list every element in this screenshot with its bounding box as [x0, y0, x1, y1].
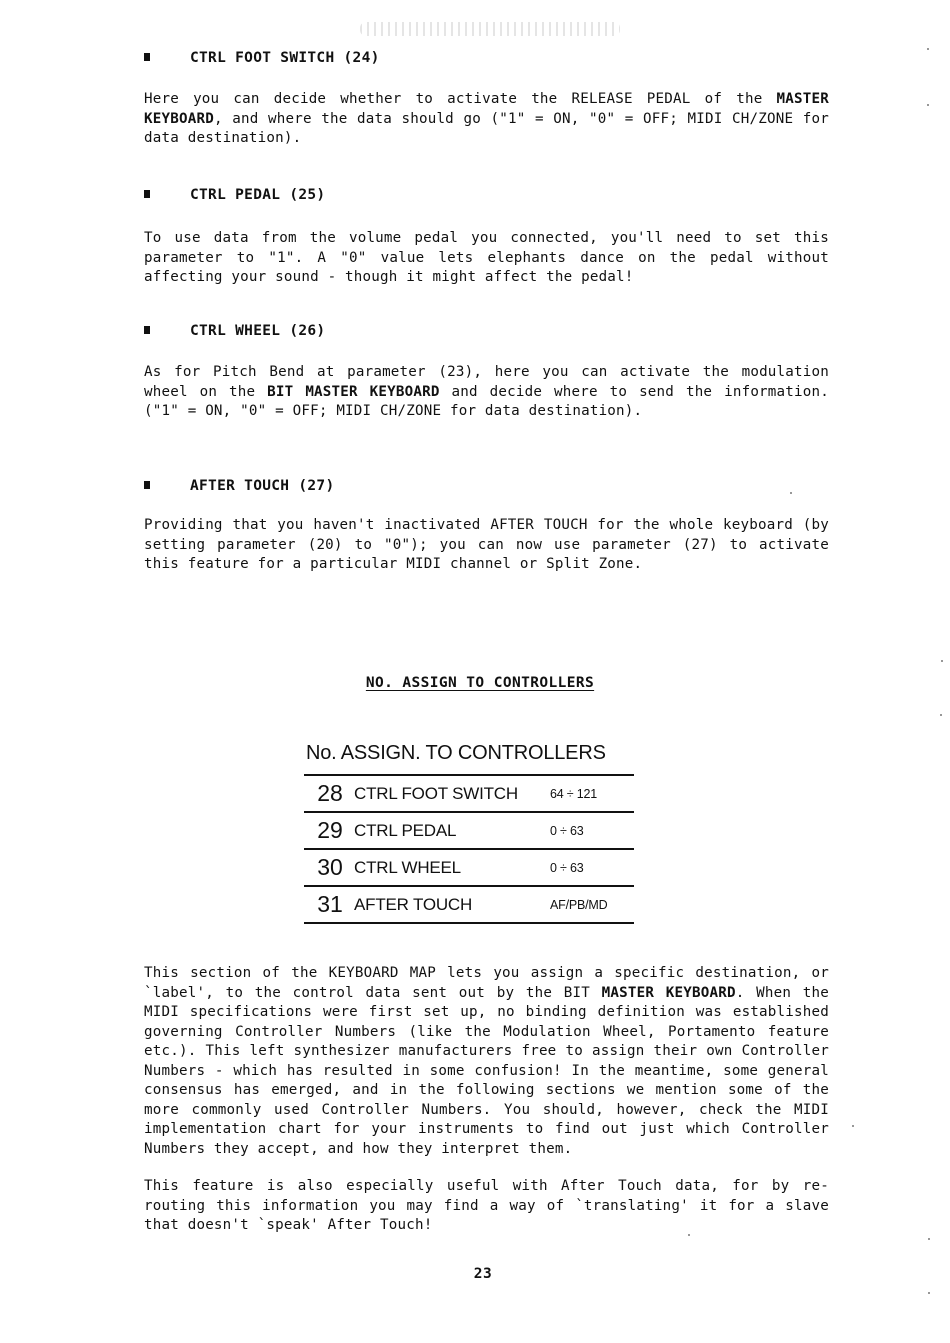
row-name: CTRL FOOT SWITCH — [354, 783, 518, 803]
table-title: No. ASSIGN. TO CONTROLLERS — [304, 742, 634, 776]
paragraph-bold-text: MASTER KEYBOARD — [144, 91, 829, 127]
scan-speck — [927, 104, 929, 106]
paragraph-bold-text: BIT MASTER KEYBOARD — [267, 383, 440, 400]
heading-text: CTRL PEDAL (25) — [190, 187, 326, 203]
row-range: 0 ÷ 63 — [550, 823, 584, 838]
scan-speck — [940, 714, 942, 716]
scan-speck — [928, 1238, 930, 1240]
scan-speck — [941, 660, 943, 662]
controllers-table — [300, 742, 634, 924]
section-ctrl-wheel — [144, 323, 829, 422]
scan-speck — [688, 1234, 690, 1236]
bullet-icon — [144, 326, 150, 334]
bullet-icon — [144, 481, 150, 489]
paragraph-text: and decide where to send the information. ("1" = ON, "0" = OFF; MIDI CH/ZONE for data destination). — [144, 383, 829, 419]
row-name: CTRL PEDAL — [354, 820, 457, 840]
heading-text: CTRL WHEEL (26) — [190, 323, 326, 339]
row-number: 30 — [317, 854, 343, 880]
paragraph-text: . When the MIDI specifications were first set up, no binding definition was established governing Controller Numbers (like the Modulation Wheel, Portamento feature etc.). This left synthesizer manufacturers free to assign their own Controller Numbers - which has resulted in some confusion! In the meantime, some general consensus has emerged, and in the following sections we mention some of the more commonly used Controller Numbers. You should, however, check the MIDI implementation chart for your instruments to find out just which Controller Numbers they accept, and how they interpret them. — [144, 984, 829, 1157]
section-paragraph: To use data from the volume pedal you connected, you'll need to set this parameter to "1". A "0" value lets elephants dance on the pedal without affecting your sound - though it might affect the pedal! — [144, 230, 829, 285]
row-range: 0 ÷ 63 — [550, 860, 584, 875]
row-number: 31 — [317, 891, 343, 917]
table-row — [304, 887, 634, 924]
body-paragraph — [144, 964, 829, 1159]
table-row — [304, 850, 634, 887]
row-range: 64 ÷ 121 — [550, 786, 597, 801]
scan-speck — [927, 48, 929, 50]
table-row — [304, 813, 634, 850]
section-paragraph: Providing that you haven't inactivated AFTER TOUCH for the whole keyboard (by setting parameter (20) to "0"); you can now use parameter (27) to activate this feature for a particular MIDI channel or Split Zone. — [144, 517, 829, 572]
heading-text: CTRL FOOT SWITCH (24) — [190, 50, 380, 66]
paragraph-bold-text: MASTER KEYBOARD — [601, 984, 736, 1001]
row-range: AF/PB/MD — [550, 897, 608, 912]
section-after-touch — [144, 478, 829, 575]
paragraph-text: As for Pitch Bend at parameter (23), here you can activate the modulation wheel on the — [144, 364, 829, 400]
subtitle-text: NO. ASSIGN TO CONTROLLERS — [365, 675, 595, 691]
body-paragraph: This feature is also especially useful with After Touch data, for by re-routing this information you may find a way of `translating' it for a slave that doesn't `speak' After Touch! — [144, 1178, 829, 1233]
row-name: AFTER TOUCH — [354, 894, 473, 914]
subtitle — [0, 672, 950, 691]
paragraph-text: , and where the data should go ("1" = ON, "0" = OFF; MIDI CH/ZONE for data destination). — [144, 110, 829, 146]
section-paragraph — [144, 363, 829, 422]
scan-speck — [852, 1125, 854, 1127]
heading-text: AFTER TOUCH (27) — [190, 478, 335, 494]
section-ctrl-foot-switch — [144, 50, 829, 149]
row-number: 28 — [317, 780, 343, 806]
section-ctrl-pedal — [144, 187, 829, 288]
row-name: CTRL WHEEL — [354, 857, 461, 877]
section-heading — [144, 50, 829, 70]
section-paragraph — [144, 90, 829, 149]
scan-smudge — [360, 22, 620, 36]
row-number: 29 — [317, 817, 343, 843]
paragraph-text: This section of the KEYBOARD MAP lets you assign a specific destination, or `label', to the control data sent out by the BIT — [144, 965, 829, 1001]
scan-speck — [928, 1292, 930, 1294]
section-heading — [144, 323, 829, 343]
section-heading — [144, 187, 829, 207]
body-text — [144, 964, 829, 1236]
table-row — [304, 776, 634, 813]
bullet-icon — [144, 53, 150, 61]
page-number: 23 — [473, 1266, 493, 1282]
scan-speck — [790, 492, 792, 494]
section-heading — [144, 478, 829, 498]
bullet-icon — [144, 190, 150, 198]
paragraph-text: Here you can decide whether to activate the RELEASE PEDAL of the — [144, 91, 777, 107]
